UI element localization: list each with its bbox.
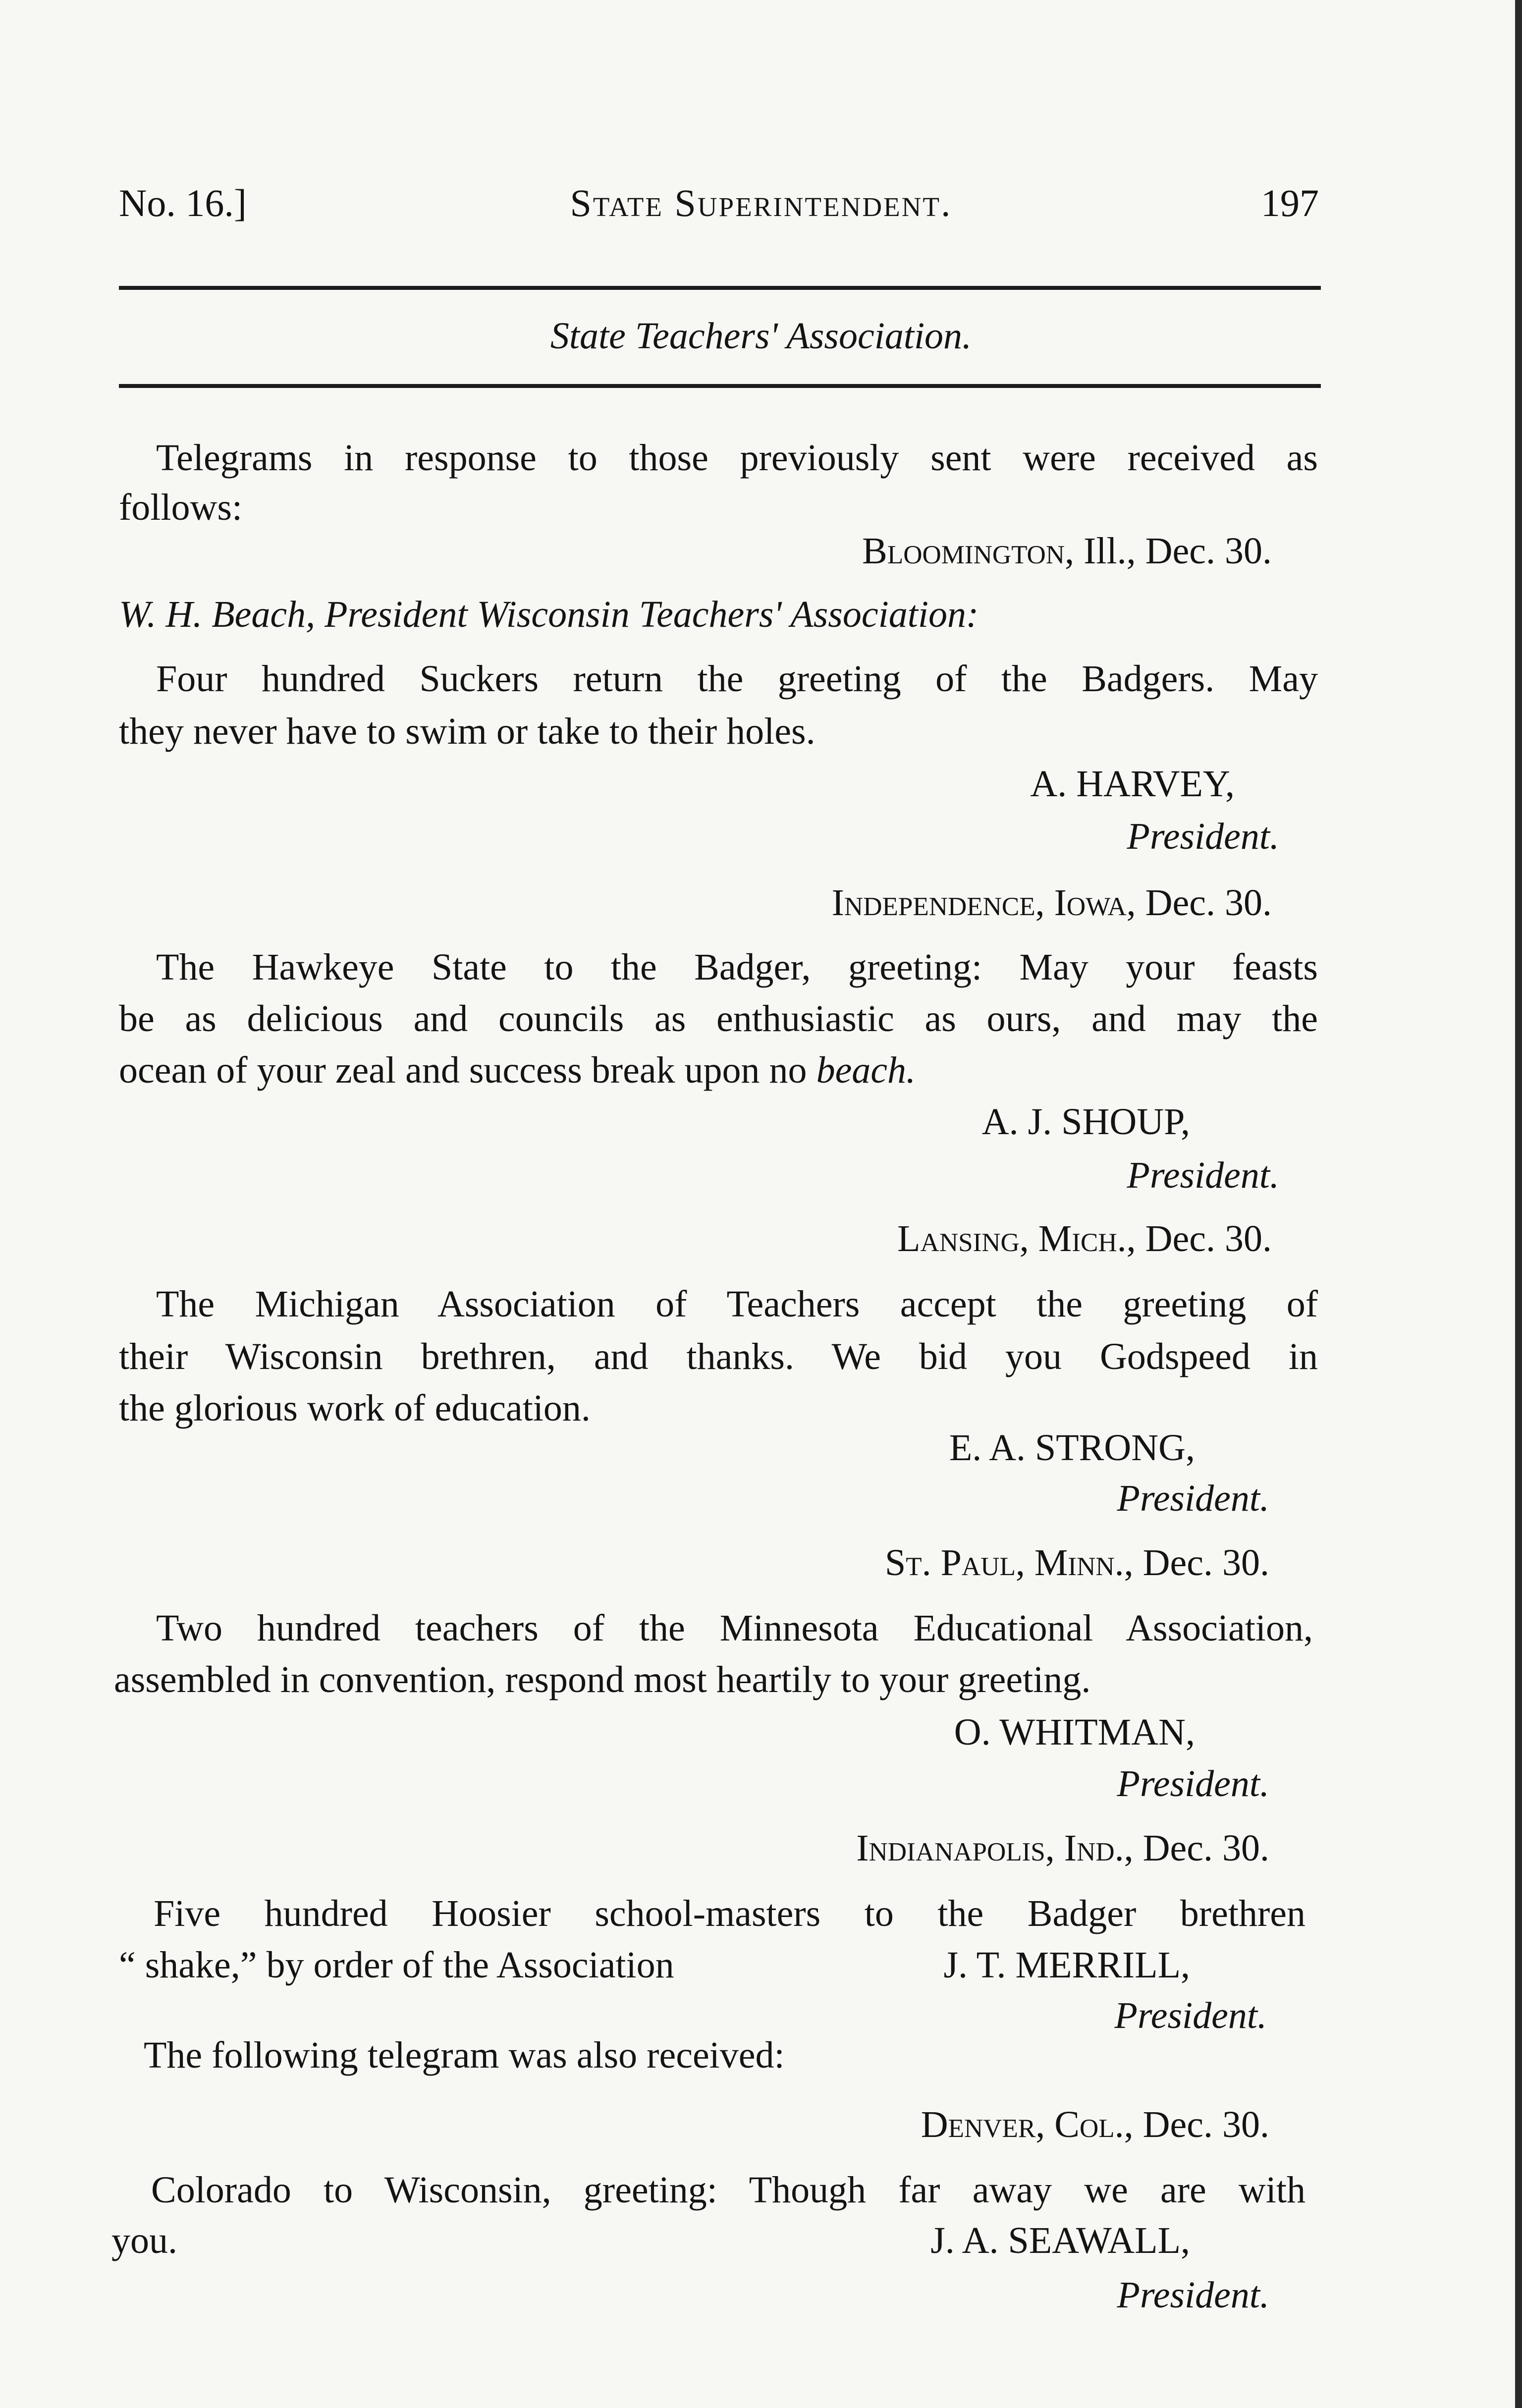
telegram-line: Four hundred Suckers return the greeting of the Badgers. May (156, 658, 1318, 700)
telegram-line: The Hawkeye State to the Badger, greeting: May your feasts (156, 946, 1318, 988)
signer-title: President. (1117, 1763, 1269, 1805)
telegram-line: Colorado to Wisconsin, greeting: Though far away we are with (151, 2169, 1305, 2211)
signer-shoup: A. J. SHOUP, (981, 1101, 1190, 1143)
dateline-state: Iowa (1054, 882, 1127, 924)
dateline-indianapolis: Indianapolis, Ind., Dec. 30. (856, 1827, 1269, 1869)
dateline-date: Dec. 30. (1145, 882, 1272, 924)
dateline-place: Bloomington (862, 530, 1065, 572)
telegram-line: The Michigan Association of Teachers accept the greeting of (156, 1283, 1318, 1325)
dateline-place: Independence (831, 882, 1035, 924)
signer-whitman: O. WHITMAN, (954, 1711, 1195, 1753)
dateline-place: St. Paul (885, 1542, 1016, 1584)
signer-strong: E. A. STRONG, (949, 1427, 1195, 1469)
dateline-state: Mich. (1038, 1218, 1127, 1259)
dateline-state: Ind. (1064, 1827, 1124, 1869)
dateline-date: Dec. 30. (1145, 1218, 1272, 1259)
telegram-line: they never have to swim or take to their holes. (119, 711, 815, 752)
dateline-date: Dec. 30. (1142, 2104, 1269, 2145)
signer-title: President. (1117, 1478, 1269, 1519)
dateline-place: Lansing (897, 1218, 1020, 1259)
telegram-line: the glorious work of education. (119, 1387, 591, 1429)
dateline-denver: Denver, Col., Dec. 30. (921, 2104, 1269, 2145)
telegram-text: ocean of your zeal and success break upon no (119, 1049, 807, 1091)
dateline-state: Col. (1054, 2104, 1124, 2145)
signer-title: President. (1114, 1995, 1267, 2036)
telegram-line: you. (111, 2220, 177, 2261)
signer-title: President. (1127, 816, 1279, 857)
telegram-line: be as delicious and councils as enthusiastic as ours, and may the (119, 998, 1318, 1040)
header-rule-top (119, 286, 1321, 290)
intro-line-1: Telegrams in response to those previously sent were received as (156, 437, 1318, 479)
dateline-date: Dec. 30. (1145, 530, 1272, 572)
telegram-line: Two hundred teachers of the Minnesota Educational Association, (156, 1607, 1313, 1649)
telegram-line: “ shake,” by order of the Association (119, 1944, 674, 1986)
also-received-line: The following telegram was also received: (144, 2034, 785, 2076)
telegram-line: Five hundred Hoosier school-masters to the Badger brethren (154, 1893, 1305, 1934)
page-edge-shadow (1515, 0, 1522, 2408)
signer-seawall: J. A. SEAWALL, (930, 2220, 1190, 2261)
dateline-state: Ill. (1084, 530, 1127, 572)
dateline-lansing: Lansing, Mich., Dec. 30. (897, 1218, 1272, 1259)
document-number: No. 16.] (119, 181, 247, 224)
running-title: State Superintendent. (570, 181, 952, 224)
signer-merrill: J. T. MERRILL, (943, 1944, 1190, 1986)
header-rule-bottom (119, 384, 1321, 388)
page-number: 197 (1261, 181, 1319, 224)
dateline-independence: Independence, Iowa, Dec. 30. (831, 882, 1272, 924)
dateline-place: Indianapolis (856, 1827, 1045, 1869)
dateline-date: Dec. 30. (1142, 1827, 1269, 1869)
telegram-line: their Wisconsin brethren, and thanks. We bid you Godspeed in (119, 1336, 1318, 1377)
dateline-place: Denver (921, 2104, 1036, 2145)
dateline-state: Minn. (1034, 1542, 1124, 1584)
emphasis-beach: beach. (816, 1049, 916, 1091)
addressee-line: W. H. Beach, President Wisconsin Teachers' Association: (119, 594, 979, 635)
dateline-date: Dec. 30. (1142, 1542, 1269, 1584)
signer-title: President. (1117, 2274, 1269, 2316)
telegram-line: assembled in convention, respond most heartily to your greeting. (114, 1659, 1091, 1700)
section-subtitle: State Teachers' Association. (550, 315, 972, 357)
dateline-st-paul: St. Paul, Minn., Dec. 30. (885, 1542, 1269, 1584)
signer-title: President. (1127, 1154, 1279, 1196)
dateline-bloomington: Bloomington, Ill., Dec. 30. (862, 530, 1272, 572)
telegram-line-last (119, 1044, 916, 1096)
signer-harvey: A. HARVEY, (1030, 763, 1235, 805)
intro-line-2: follows: (119, 487, 243, 528)
